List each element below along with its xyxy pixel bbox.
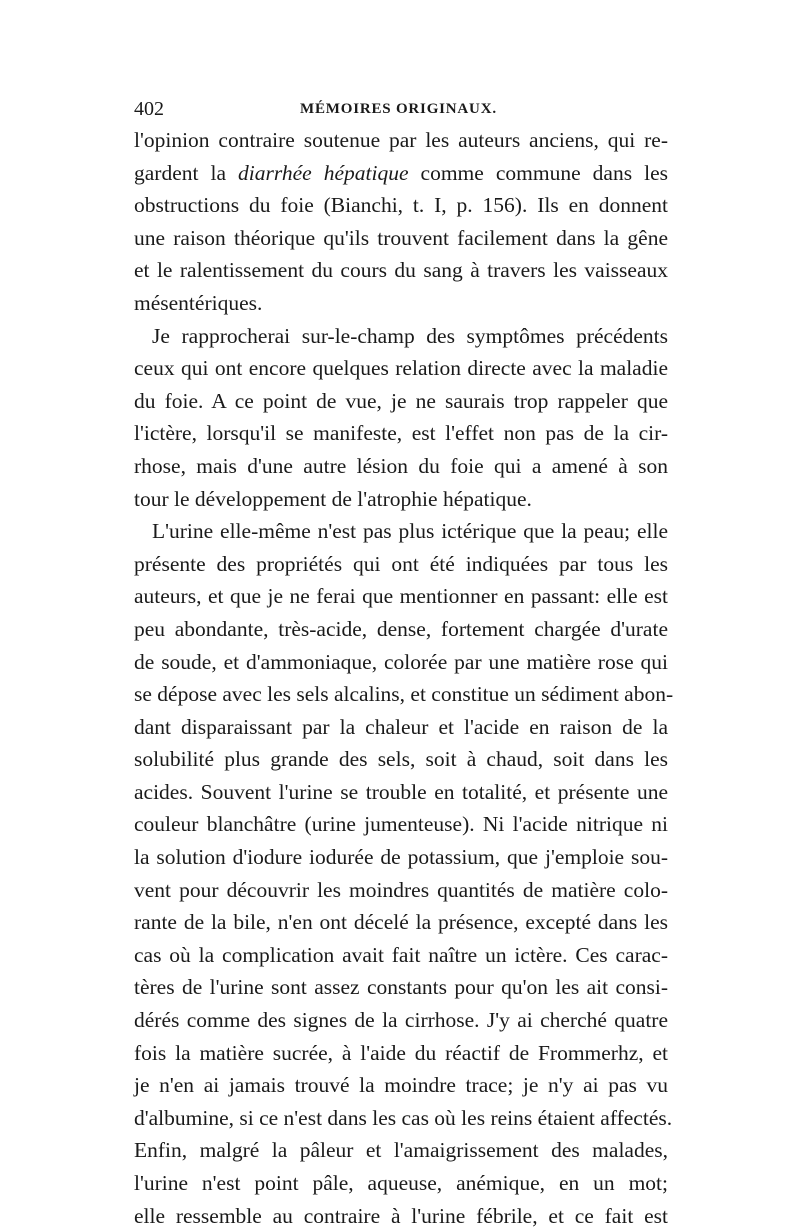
text-line: l'opinion contraire soutenue par les auteurs anciens, qui re- [134,128,668,152]
text-line: vent pour découvrir les moindres quantités de matière colo- [134,877,668,902]
text-line: mésentériques. [134,290,263,315]
paragraph [134,124,668,320]
text-line: l'ictère, lorsqu'il se manifeste, est l'effet non pas de la cir- [134,421,668,446]
text-line: L'urine elle-même n'est pas plus ictérique que la peau; elle [152,519,668,544]
text-line: et le ralentissement du cours du sang à travers les vaisseaux [134,258,668,283]
text-line: peu abondante, très-acide, dense, fortement chargée d'urate [134,616,668,641]
text-line: rante de la bile, n'en ont décelé la présence, excepté dans les [134,910,668,935]
text-line: auteurs, et que je ne ferai que mentionner en passant: elle est [134,584,668,609]
page-number: 402 [134,98,164,120]
text-line: dant disparaissant par la chaleur et l'acide en raison de la [134,714,668,739]
body-text [134,124,674,1232]
italic-term: diarrhée hépatique [238,160,409,185]
running-head: MÉMOIRES ORIGINAUX. [300,101,497,117]
text-line: présente des propriétés qui ont été indiquées par tous les [134,551,668,576]
text-line: dérés comme des signes de la cirrhose. J'y ai cherché quatre [134,1008,668,1033]
text-line: je n'en ai jamais trouvé la moindre trace; je n'y ai pas vu [134,1073,668,1098]
text-line: la solution d'iodure iodurée de potassium, que j'emploie sou- [134,845,668,870]
text-line: solubilité plus grande des sels, soit à chaud, soit dans les [134,747,668,772]
text-line: Je rapprocherai sur-le-champ des symptômes précédents [152,323,668,348]
paragraph [134,515,674,1232]
page-header [134,94,668,124]
text-line: l'urine n'est point pâle, aqueuse, anémique, en un mot; [134,1171,668,1195]
text-line: d'albumine, si ce n'est dans les cas où les reins étaient affectés. [134,1105,673,1130]
text-line: de soude, et d'ammoniaque, colorée par une matière rose qui [134,649,668,674]
text-line: couleur blanchâtre (urine jumenteuse). Ni l'acide nitrique ni [134,812,668,837]
text-line: fois la matière sucrée, à l'aide du réactif de Frommerhz, et [134,1040,668,1065]
text-line: acides. Souvent l'urine se trouble en totalité, et présente une [134,779,668,804]
text-line: obstructions du foie (Bianchi, t. I, p. 156). Ils en donnent [134,193,668,218]
text-line: tères de l'urine sont assez constants pour qu'on les ait consi- [134,975,668,1000]
paragraph [134,320,668,516]
book-page [134,94,674,1232]
text-line: tour le développement de l'atrophie hépatique. [134,486,532,511]
text-line: se dépose avec les sels alcalins, et constitue un sédiment abon- [134,682,674,707]
text-line: du foie. A ce point de vue, je ne saurais trop rappeler que [134,388,668,413]
text-line: cas où la complication avait fait naître un ictère. Ces carac- [134,942,668,967]
text-line: gardent la diarrhée hépatique comme commune dans les [134,160,668,185]
text-line: Enfin, malgré la pâleur et l'amaigrissement des malades, [134,1138,668,1163]
text-line: ceux qui ont encore quelques relation directe avec la maladie [134,356,668,381]
text-line: une raison théorique qu'ils trouvent facilement dans la gêne [134,225,668,250]
text-line: rhose, mais d'une autre lésion du foie qui a amené à son [134,453,668,478]
text-line: elle ressemble au contraire à l'urine fébrile, et ce fait est [134,1203,668,1228]
